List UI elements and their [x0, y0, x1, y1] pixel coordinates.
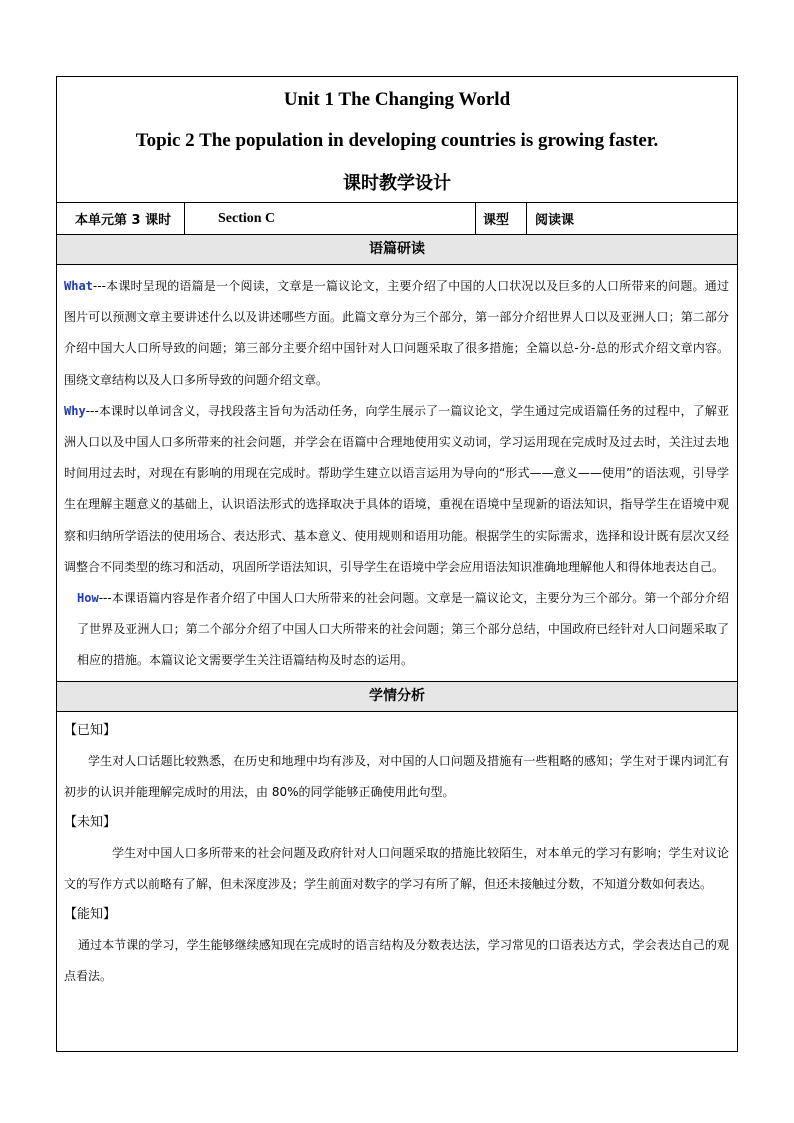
why-text: ---本课时以单词含义，寻找段落主旨句为活动任务，向学生展示了一篇议论文，学生通过完成语篇任务的过程中，了解亚洲人口以及中国人口多所带来的社会问题，并学会在语篇中合理地使用实义动词，学习运用现在完成时及过去时，关注过去地时间用过去时，对现在有影响的用现在完成时。帮助学生建立以语言运用为导向的“形式——意义——使用”的语法观，引导学生在理解主题意义的基础上，认识语法形式的选择取决于具体的语境，重视在语境中呈现新的语法知识，指导学生在语境中观察和归纳所学语法的使用场合、表达形式、基本意义、使用规则和语用功能。根据学生的实际需求，选择和设计既有层次又经调整合不同类型的练习和活动，巩固所学语法知识，引导学生在语境中学会应用语法知识准确地理解他人和得体地表达自己。	[64, 403, 729, 574]
how-keyword: How	[77, 591, 99, 606]
known-label: 【已知】	[64, 722, 117, 738]
how-text: ---本课语篇内容是作者介绍了中国人口大所带来的社会问题。文章是一篇议论文，主要分为三个部分。第一个部分介绍了世界及亚洲人口；第二个部分介绍了中国人口大所带来的社会问题；第三个部分总结，中国政府已经针对人口问题采取了相应的措施。本篇议论文需要学生关注语篇结构及时态的运用。	[77, 591, 729, 668]
what-paragraph	[64, 271, 729, 396]
lesson-type-label-cell: 课型	[476, 203, 527, 234]
text-study-body	[57, 265, 737, 682]
lesson-type-value-cell: 阅读课	[535, 213, 575, 228]
title-block	[57, 77, 737, 203]
how-paragraph	[64, 583, 729, 677]
learner-analysis-heading: 学情分析	[57, 682, 737, 712]
text-study-heading: 语篇研读	[57, 235, 737, 265]
why-keyword: Why	[64, 403, 86, 418]
what-text: ---本课时呈现的语篇是一个阅读，文章是一篇议论文，主要介绍了中国的人口状况以及巨多的人口所带来的问题。通过图片可以预测文章主要讲述什么以及讲述哪些方面。此篇文章分为三个部分，第一部分介绍世界人口以及亚洲人口；第二部分介绍中国大人口所导致的问题；第三部分主要介绍中国针对人口问题采取了很多措施；全篇以总-分-总的形式介绍文章内容。围绕文章结构以及人口多所导致的问题介绍文章。	[64, 279, 729, 387]
topic-title: Topic 2 The population in developing countries is growing faster.	[135, 130, 659, 151]
learner-analysis-body	[57, 712, 737, 992]
can-know-label: 【能知】	[64, 906, 117, 922]
lesson-number-cell: 本单元第 3 课时	[57, 203, 185, 234]
lesson-info-row	[57, 203, 737, 235]
section-cell: Section C	[185, 203, 476, 234]
lesson-plan-table	[56, 76, 738, 1052]
known-text: 学生对人口话题比较熟悉，在历史和地理中均有涉及，对中国的人口问题及措施有一些粗略的感知；学生对于课内词汇有初步的认识并能理解完成时的用法，由 80%的同学能够正确使用此句型。	[64, 753, 729, 799]
can-know-text: 通过本节课的学习，学生能够继续感知现在完成时的语言结构及分数表达法，学习常见的口语表达方式，学会表达自己的观点看法。	[64, 937, 729, 983]
what-keyword: What	[64, 279, 93, 293]
unknown-label: 【未知】	[64, 814, 117, 830]
unit-title: Unit 1 The Changing World	[283, 89, 511, 110]
document-type-title: 课时教学设计	[343, 173, 451, 194]
unknown-text: 学生对中国人口多所带来的社会问题及政府针对人口问题采取的措施比较陌生，对本单元的学习有影响；学生对议论文的写作方式以前略有了解，但未深度涉及；学生前面对数字的学习有所了解，但还未接触过分数，不知道分数如何表达。	[64, 845, 729, 891]
why-paragraph	[64, 396, 729, 583]
